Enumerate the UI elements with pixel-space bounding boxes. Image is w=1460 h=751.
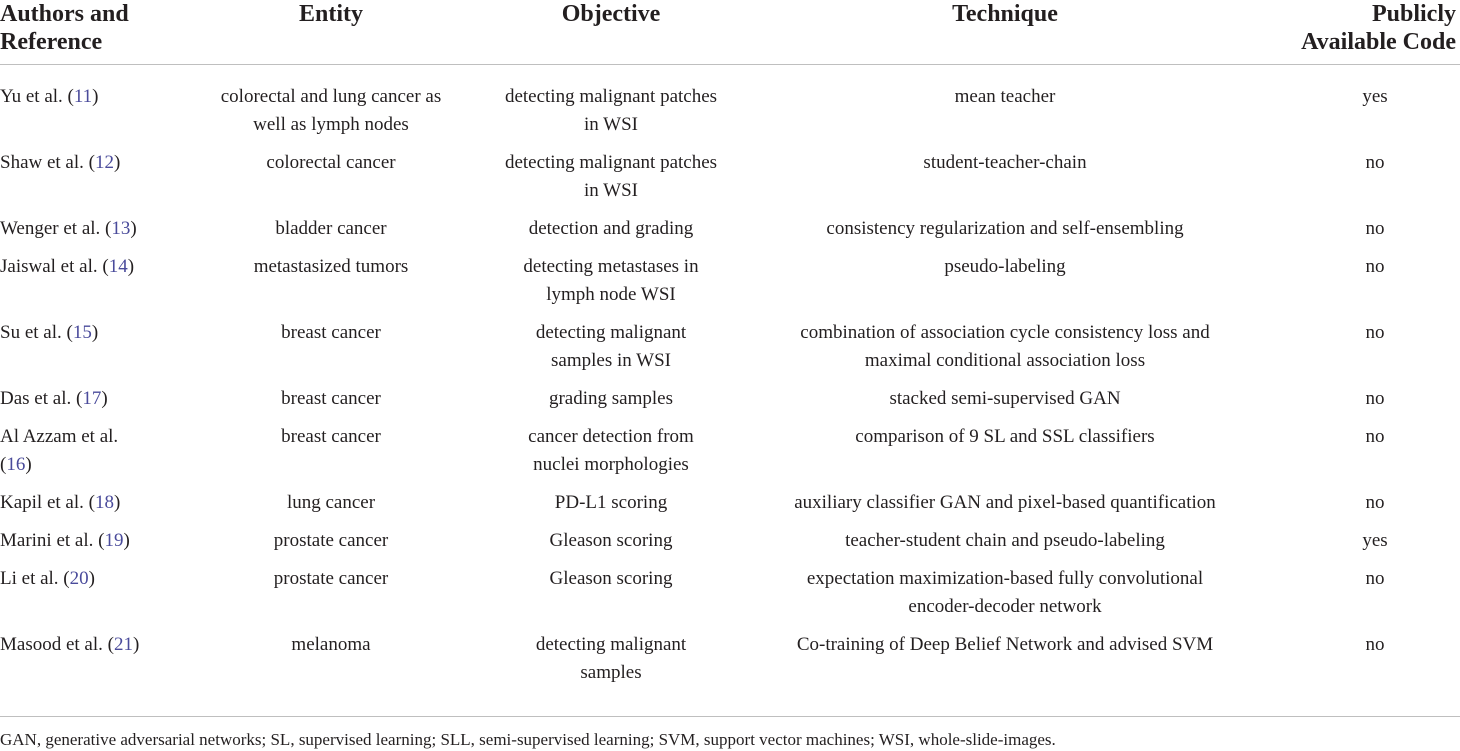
reference-link[interactable]: 14 xyxy=(108,256,128,277)
cell-entity xyxy=(180,319,482,385)
cell-technique-line: expectation maximization-based fully convolutional xyxy=(806,568,1204,589)
author-text: Wenger et al. ( xyxy=(0,218,112,239)
cell-objective-line: detecting malignant xyxy=(535,634,687,655)
author-text-cont: ( xyxy=(0,454,7,475)
cell-technique xyxy=(740,65,1270,150)
cell-entity xyxy=(180,149,482,215)
header-technique: Technique xyxy=(740,0,1270,65)
cell-code: no xyxy=(1365,218,1385,239)
cell-objective xyxy=(482,423,740,489)
header-objective: Objective xyxy=(482,0,740,65)
cell-author xyxy=(0,631,180,697)
author-text: Shaw et al. ( xyxy=(0,152,95,173)
cell-technique-line: comparison of 9 SL and SSL classifiers xyxy=(855,426,1155,447)
cell-code: no xyxy=(1365,256,1385,277)
cell-technique-line: teacher-student chain and pseudo-labeling xyxy=(845,530,1165,551)
table-row xyxy=(0,65,1460,150)
author-text: Masood et al. ( xyxy=(0,634,114,655)
table-body xyxy=(0,65,1460,698)
cell-author xyxy=(0,385,180,423)
cell-technique xyxy=(740,527,1270,565)
cell-objective xyxy=(482,319,740,385)
author-paren-close: ) xyxy=(130,218,137,239)
cell-entity xyxy=(180,423,482,489)
cell-author xyxy=(0,253,180,319)
cell-technique-line: auxiliary classifier GAN and pixel-based quantification xyxy=(794,492,1216,513)
header-code-line1: Publicly xyxy=(1371,1,1456,27)
cell-code: yes xyxy=(1362,530,1388,551)
cell-objective-line: grading samples xyxy=(548,388,673,409)
header-code-line2: Available Code xyxy=(1301,29,1456,55)
author-text: Su et al. ( xyxy=(0,322,73,343)
cell-technique-line: maximal conditional association loss xyxy=(864,350,1146,371)
cell-objective-line: detecting malignant xyxy=(535,322,687,343)
cell-objective xyxy=(482,565,740,631)
table-row xyxy=(0,631,1460,697)
cell-code: no xyxy=(1365,568,1385,589)
reference-link[interactable]: 11 xyxy=(73,86,93,107)
cell-code: no xyxy=(1365,322,1385,343)
cell-objective-line: detecting malignant patches xyxy=(504,152,718,173)
author-paren-close: ) xyxy=(91,322,99,343)
table-row xyxy=(0,385,1460,423)
cell-objective xyxy=(482,631,740,697)
author-paren-close: ) xyxy=(88,568,95,589)
cell-objective-line: samples xyxy=(580,662,642,683)
cell-objective-line: detecting malignant patches xyxy=(504,86,718,107)
author-paren-close: ) xyxy=(25,454,32,475)
cell-author xyxy=(0,423,180,489)
cell-objective-line: in WSI xyxy=(583,114,638,135)
cell-objective xyxy=(482,253,740,319)
cell-entity xyxy=(180,65,482,150)
header-code xyxy=(1270,0,1460,65)
cell-objective-line: cancer detection from xyxy=(528,426,694,447)
author-paren-close: ) xyxy=(113,492,121,513)
cell-technique-line: combination of association cycle consistency loss and xyxy=(800,322,1210,343)
cell-technique-line: student-teacher-chain xyxy=(923,152,1087,173)
table-header-row xyxy=(0,0,1460,65)
cell-entity xyxy=(180,565,482,631)
cell-objective xyxy=(482,65,740,150)
reference-link[interactable]: 18 xyxy=(94,492,114,513)
reference-link[interactable]: 19 xyxy=(104,530,124,551)
cell-entity-line: prostate cancer xyxy=(273,568,389,589)
cell-entity xyxy=(180,631,482,697)
header-author-line2: Reference xyxy=(0,29,103,55)
author-paren-close: ) xyxy=(113,152,121,173)
cell-author xyxy=(0,215,180,253)
cell-technique xyxy=(740,423,1270,489)
cell-entity xyxy=(180,385,482,423)
cell-code: no xyxy=(1365,426,1385,447)
author-paren-close: ) xyxy=(132,634,140,655)
cell-entity-line: metastasized tumors xyxy=(253,256,409,277)
cell-author xyxy=(0,149,180,215)
cell-objective xyxy=(482,215,740,253)
cell-author xyxy=(0,319,180,385)
cell-objective-line: in WSI xyxy=(583,180,638,201)
cell-entity xyxy=(180,527,482,565)
cell-technique-line: Co-training of Deep Belief Network and advised SVM xyxy=(796,634,1214,655)
cell-objective xyxy=(482,527,740,565)
cell-objective xyxy=(482,385,740,423)
cell-code: no xyxy=(1365,388,1385,409)
cell-author xyxy=(0,489,180,527)
cell-code: yes xyxy=(1362,86,1388,107)
author-text: Jaiswal et al. ( xyxy=(0,256,109,277)
cell-code: no xyxy=(1365,492,1385,513)
cell-author xyxy=(0,565,180,631)
cell-technique xyxy=(740,319,1270,385)
table-row xyxy=(0,319,1460,385)
cell-objective xyxy=(482,149,740,215)
table-row xyxy=(0,253,1460,319)
cell-technique xyxy=(740,149,1270,215)
cell-entity-line: colorectal and lung cancer as xyxy=(220,86,442,107)
author-text: Yu et al. ( xyxy=(0,86,74,107)
cell-technique-line: pseudo-labeling xyxy=(944,256,1066,277)
reference-link[interactable]: 15 xyxy=(72,322,92,343)
cell-technique-line: consistency regularization and self-ensembling xyxy=(826,218,1184,239)
cell-objective-line: nuclei morphologies xyxy=(533,454,689,475)
cell-entity-line: well as lymph nodes xyxy=(253,114,409,135)
cell-code: no xyxy=(1365,152,1385,173)
table-row xyxy=(0,489,1460,527)
reference-link[interactable]: 16 xyxy=(6,454,26,475)
cell-entity xyxy=(180,215,482,253)
author-paren-close: ) xyxy=(101,388,108,409)
reference-link[interactable]: 21 xyxy=(113,634,133,655)
cell-technique xyxy=(740,489,1270,527)
table-row xyxy=(0,423,1460,489)
cell-entity-line: prostate cancer xyxy=(273,530,389,551)
reference-link[interactable]: 12 xyxy=(94,152,114,173)
cell-code: no xyxy=(1365,634,1385,655)
cell-objective-line: samples in WSI xyxy=(551,350,671,371)
cell-objective-line: PD-L1 scoring xyxy=(554,492,668,513)
table-footnote: GAN, generative adversarial networks; SL, supervised learning; SLL, semi-supervised learning; SVM, support vector machines; WSI, whole-slide-images. xyxy=(0,716,1460,751)
author-paren-close: ) xyxy=(127,256,135,277)
author-text: Li et al. ( xyxy=(0,568,70,589)
header-author-line1: Authors and xyxy=(0,1,129,27)
reference-link[interactable]: 20 xyxy=(69,568,89,589)
cell-author xyxy=(0,527,180,565)
cell-technique xyxy=(740,215,1270,253)
cell-objective-line: Gleason scoring xyxy=(549,568,673,589)
header-author xyxy=(0,0,180,65)
cell-entity-line: melanoma xyxy=(291,634,371,655)
cell-entity xyxy=(180,253,482,319)
cell-objective-line: detecting metastases in xyxy=(523,256,699,277)
cell-entity-line: breast cancer xyxy=(281,426,381,447)
author-text: Das et al. ( xyxy=(0,388,83,409)
cell-technique-line: encoder-decoder network xyxy=(908,596,1102,617)
cell-entity-line: lung cancer xyxy=(286,492,376,513)
cell-objective xyxy=(482,489,740,527)
cell-objective-line: detection and grading xyxy=(528,218,694,239)
author-text: Al Azzam et al. xyxy=(0,426,119,447)
cell-technique xyxy=(740,253,1270,319)
cell-technique-line: mean teacher xyxy=(954,86,1056,107)
header-entity: Entity xyxy=(180,0,482,65)
author-text: Kapil et al. ( xyxy=(0,492,95,513)
reference-link[interactable]: 17 xyxy=(82,388,102,409)
table-row xyxy=(0,215,1460,253)
table-row xyxy=(0,527,1460,565)
cell-technique xyxy=(740,631,1270,697)
table-row xyxy=(0,565,1460,631)
cell-entity-line: breast cancer xyxy=(281,388,381,409)
author-text: Marini et al. ( xyxy=(0,530,105,551)
cell-entity-line: colorectal cancer xyxy=(266,152,396,173)
cell-entity-line: breast cancer xyxy=(281,322,381,343)
cell-entity-line: bladder cancer xyxy=(275,218,387,239)
cell-technique-line: stacked semi-supervised GAN xyxy=(889,388,1121,409)
cell-objective-line: Gleason scoring xyxy=(549,530,673,551)
reference-link[interactable]: 13 xyxy=(111,218,131,239)
cell-author xyxy=(0,65,180,150)
table-row xyxy=(0,149,1460,215)
author-paren-close: ) xyxy=(92,86,99,107)
cell-objective-line: lymph node WSI xyxy=(546,284,676,305)
cell-technique xyxy=(740,565,1270,631)
cell-entity xyxy=(180,489,482,527)
cell-technique xyxy=(740,385,1270,423)
author-paren-close: ) xyxy=(123,530,130,551)
